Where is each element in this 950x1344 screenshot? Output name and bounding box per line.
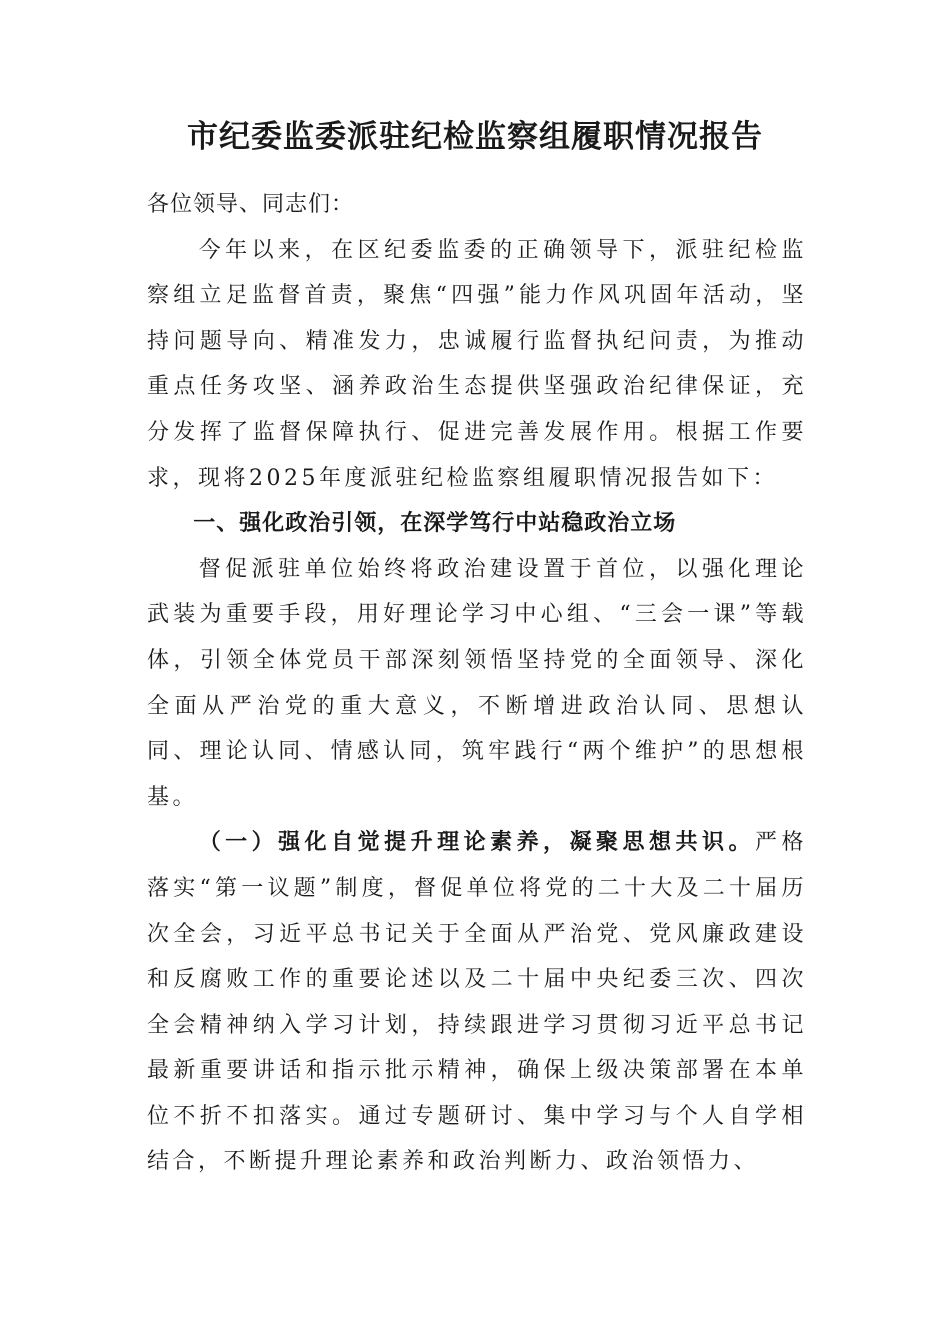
document-title: 市纪委监委派驻纪检监察组履职情况报告 [187,119,763,155]
subsection-paragraph [147,820,807,1185]
subsection-heading: （一）强化自觉提升理论素养，凝聚思想共识。 [198,829,755,856]
salutation: 各位领导、同志们： [147,192,355,217]
document-body [147,182,807,1185]
intro-paragraph: 今年以来，在区纪委监委的正确领导下，派驻纪检监察组立足监督首责，聚焦“四强”能力作风巩固年活动，坚持问题导向、精准发力，忠诚履行监督执纪问责，为推动重点任务攻坚、涵养政治生态提供坚强政治纪律保证，充分发挥了监督保障执行、促进完善发展作用。根据工作要求，现将2025年度派驻纪检监察组履职情况报告如下： [147,237,807,491]
section-paragraph: 督促派驻单位始终将政治建设置于首位，以强化理论武装为重要手段，用好理论学习中心组、“三会一课”等载体，引领全体党员干部深刻领悟坚持党的全面领导、深化全面从严治党的重大意义，不断增进政治认同、思想认同、理论认同、情感认同，筑牢践行“两个维护”的思想根基。 [147,556,807,810]
subsection-body: 严格落实“第一议题”制度，督促单位将党的二十大及二十届历次全会，习近平总书记关于全面从严治党、党风廉政建设和反腐败工作的重要论述以及二十届中央纪委三次、四次全会精神纳入学习计划，持续跟进学习贯彻习近平总书记最新重要讲话和指示批示精神，确保上级决策部署在本单位不折不扣落实。通过专题研讨、集中学习与个人自学相结合，不断提升理论素养和政治判断力、政治领悟力、 [147,830,807,1175]
section-heading: 一、强化政治引领，在深学笃行中站稳政治立场 [193,511,677,537]
